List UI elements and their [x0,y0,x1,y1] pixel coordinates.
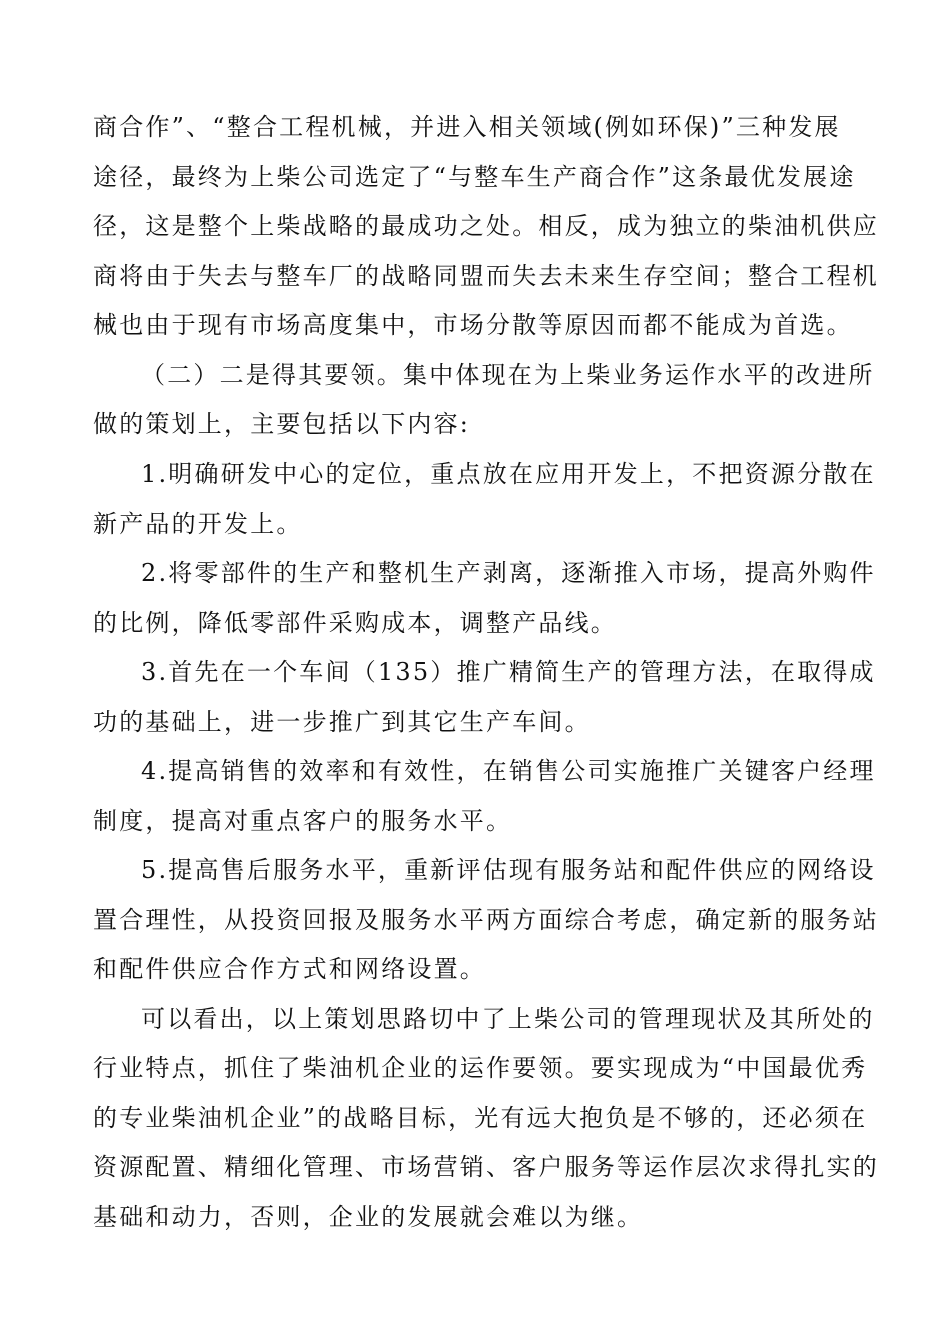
text-line: 制度，提高对重点客户的服务水平。 [93,807,513,835]
list-item-5: 5.提高售后服务水平，重新评估现有服务站和配件供应的网络设 [141,856,876,884]
text-line: 资源配置、精细化管理、市场营销、客户服务等运作层次求得扎实的 [93,1153,879,1181]
text-line: 功的基础上，进一步推广到其它生产车间。 [93,708,591,736]
text-line: 商合作”、“整合工程机械，并进入相关领域(例如环保)”三种发展 [93,113,841,141]
text-line: 械也由于现有市场高度集中，市场分散等原因而都不能成为首选。 [93,311,853,339]
list-item-2: 2.将零部件的生产和整机生产剥离，逐渐推入市场，提高外购件 [141,559,876,587]
paragraph-first-line: （二）二是得其要领。集中体现在为上柴业务运作水平的改进所 [141,361,875,389]
text-line: 行业特点，抓住了柴油机企业的运作要领。要实现成为“中国最优秀 [93,1054,868,1082]
text-line: 和配件供应合作方式和网络设置。 [93,955,486,983]
text-line: 的专业柴油机企业”的战略目标，光有远大抱负是不够的，还必须在 [93,1104,868,1132]
text-line: 新产品的开发上。 [93,510,303,538]
paragraph-first-line: 可以看出，以上策划思路切中了上柴公司的管理现状及其所处的 [141,1005,875,1033]
text-line: 基础和动力，否则，企业的发展就会难以为继。 [93,1203,644,1231]
text-line: 途径，最终为上柴公司选定了“与整车生产商合作”这条最优发展途 [93,163,856,191]
list-item-4: 4.提高销售的效率和有效性，在销售公司实施推广关键客户经理 [141,757,876,785]
text-line: 做的策划上，主要包括以下内容: [93,410,471,438]
list-item-1: 1.明确研发中心的定位，重点放在应用开发上，不把资源分散在 [141,460,876,488]
text-line: 商将由于失去与整车厂的战略同盟而失去未来生存空间；整合工程机 [93,262,879,290]
text-line: 的比例，降低零部件采购成本，调整产品线。 [93,609,617,637]
list-item-3: 3.首先在一个车间（135）推广精简生产的管理方法，在取得成 [141,658,876,686]
text-line: 置合理性，从投资回报及服务水平两方面综合考虑，确定新的服务站 [93,906,879,934]
text-line: 径，这是整个上柴战略的最成功之处。相反，成为独立的柴油机供应 [93,212,879,240]
